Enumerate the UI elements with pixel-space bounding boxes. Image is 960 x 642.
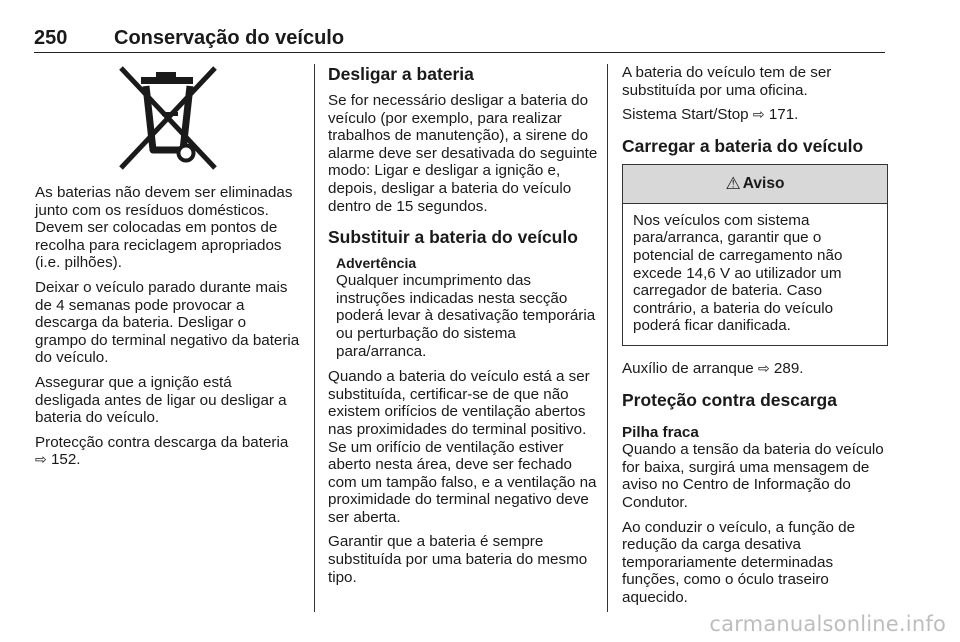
paragraph: As baterias não devem ser eliminadas junto com os resíduos domésticos. Devem ser colocadas em pontos de recolha para reciclagem apropriados (i.e. pilhões). xyxy=(35,184,293,272)
paragraph: A bateria do veículo tem de ser substituída por uma oficina. xyxy=(622,64,832,99)
column-left xyxy=(35,64,300,476)
warning-box xyxy=(622,164,888,346)
column-right xyxy=(622,64,888,613)
paragraph xyxy=(622,360,888,378)
page-header xyxy=(34,28,885,53)
section-heading: Proteção contra descarga xyxy=(622,389,837,410)
caution-note xyxy=(336,255,598,360)
paragraph-text: Protecção contra descarga da bateria xyxy=(35,433,289,451)
watermark: carmanualsonline.info xyxy=(709,612,946,636)
paragraph xyxy=(622,106,888,124)
warning-title: Aviso xyxy=(742,174,785,192)
reference-arrow-icon: ⇨ xyxy=(35,451,47,468)
paragraph xyxy=(35,434,300,469)
section-heading: Carregar a bateria do veículo xyxy=(622,135,864,156)
page-reference-link[interactable]: 171. xyxy=(768,106,799,124)
paragraph: Garantir que a bateria é sempre substituída por uma bateria do mesmo tipo. xyxy=(328,533,588,586)
crossed-out-wheeled-bin-icon xyxy=(115,66,221,172)
column-divider xyxy=(314,64,315,612)
paragraph: Assegurar que a ignição está desligada antes de ligar ou desligar a bateria do veículo. xyxy=(35,373,287,427)
column-middle xyxy=(328,64,598,593)
paragraph-text: Auxílio de arranque xyxy=(622,359,754,377)
warning-body: Nos veículos com sistema para/arranca, garantir que o potencial de carregamento não excede 14,6 V ao utilizador um carregador de bateria. Caso contrário, a bateria do veículo poderá ficar danificada. xyxy=(633,211,843,335)
page-reference-link[interactable]: 289. xyxy=(773,359,804,377)
section-heading: Desligar a bateria xyxy=(328,64,474,84)
warning-header xyxy=(623,165,887,204)
warning-triangle-icon: ⚠ xyxy=(725,173,741,193)
paragraph: Se for necessário desligar a bateria do veículo (por exemplo, para realizar trabalhos de manutenção), a sirene do alarme deve ser desativada do seguinte modo: Ligar e desligar a ignição e, depois, desligar a bateria do veículo dentro de 15 segundos. xyxy=(328,92,598,215)
column-divider xyxy=(607,64,608,612)
note-body: Qualquer incumprimento das instruções indicadas nesta secção poderá levar à desativação temporária ou perturbação do sistema para/arranca. xyxy=(336,272,596,360)
subsection-heading: Pilha fraca xyxy=(622,423,699,441)
reference-arrow-icon: ⇨ xyxy=(757,359,770,376)
paragraph: Quando a bateria do veículo está a ser substituída, certificar-se de que não existem orifícios de ventilação abertos nas proximidades do terminal positivo. Se um orifício de ventilação estiver aberto nesta área, deve ser fechado com um tampão falso, e a ventilação na proximidade do terminal negativo deve ser aberta. xyxy=(328,368,597,526)
paragraph: Deixar o veículo parado durante mais de 4 semanas pode provocar a descarga da bateria. Desligar o grampo do terminal negativo da bateria do veículo. xyxy=(35,278,300,367)
page-number: 250 xyxy=(34,27,68,49)
page-title: Conservação do veículo xyxy=(114,27,345,49)
paragraph: Quando a tensão da bateria do veículo for baixa, surgirá uma mensagem de aviso no Centro de Informação do Condutor. xyxy=(622,441,884,511)
paragraph-text: Sistema Start/Stop xyxy=(622,106,749,124)
page-reference-link[interactable]: 152. xyxy=(50,451,81,469)
reference-arrow-icon: ⇨ xyxy=(752,106,765,123)
paragraph: Ao conduzir o veículo, a função de redução da carga desativa temporariamente determinadas funções, como o óculo traseiro aquecido. xyxy=(622,518,856,606)
section-heading: Substituir a bateria do veículo xyxy=(328,227,578,248)
note-title: Advertência xyxy=(336,255,417,272)
